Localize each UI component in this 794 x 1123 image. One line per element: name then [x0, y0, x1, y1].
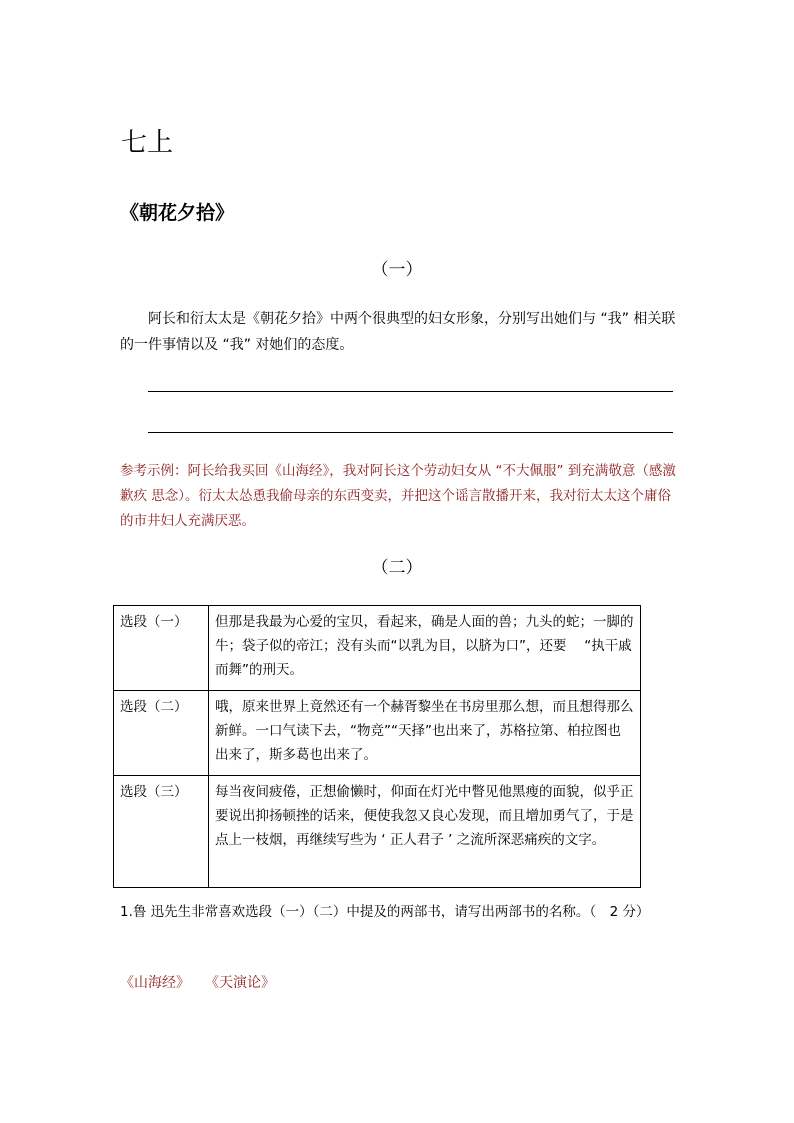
section-1-heading: （一）: [371, 260, 423, 280]
excerpt-label: 选段（二）: [114, 691, 209, 776]
answer-book-2: 《天演论》: [212, 975, 275, 991]
question-1: 1.鲁 迅先生非常喜欢选段（一）（二）中提及的两部书，请写出两部书的名称。（ 2 分）: [120, 904, 650, 920]
table-row: [114, 606, 641, 691]
reference-answer: 参考示例：阿长给我买回《山海经》，我对阿长这个劳动妇女从 “不大佩服” 到充满敬意（感激 歉疚 思念）。衍太太怂恿我偷母亲的东西变卖，并把这个谣言散播开来，我对衍太太这个庸俗的市井妇人充满厌恶。: [120, 463, 676, 529]
section-2-heading: （二）: [371, 558, 423, 578]
answer-book-1: 《山海经》: [120, 975, 190, 991]
excerpts-table: [113, 605, 641, 888]
grade-heading: 七上: [121, 128, 174, 158]
excerpt-text: 每当夜间疲倦，正想偷懒时，仰面在灯光中瞥见他黑瘦的面貌，似乎正要说出抑扬顿挫的话来，便使我忽又良心发现，而且增加勇气了，于是点上一枝烟，再继续写些为 ‘ 正人君子 ’ 之流所深恶痛疾的文字。: [209, 776, 641, 888]
prompt-text: 阿长和衍太太是《朝花夕拾》中两个很典型的妇女形象，分别写出她们与 “我” 相关联的一件事情以及 “我” 对她们的态度。: [120, 311, 676, 353]
excerpt-text: 哦，原来世界上竟然还有一个赫胥黎坐在书房里那么想，而且想得那么新鲜。一口气读下去，“物竞”“天择”也出来了，苏格拉第、柏拉图也出来了，斯多葛也出来了。: [209, 691, 641, 776]
question-1-answers: [120, 971, 275, 995]
answer-blank-line-2: [148, 432, 673, 433]
book-title: 《朝花夕拾》: [120, 202, 235, 224]
table-row: [114, 691, 641, 776]
table-row: [114, 776, 641, 888]
excerpt-text: 但那是我最为心爱的宝贝，看起来，确是人面的兽；九头的蛇；一脚的牛；袋子似的帝江；没有头而“以乳为目，以脐为口”，还要 “执干戚而舞”的刑天。: [209, 606, 641, 691]
excerpt-label: 选段（一）: [114, 606, 209, 691]
excerpt-label: 选段（三）: [114, 776, 209, 888]
answer-blank-line-1: [148, 391, 673, 392]
section-1-prompt: [120, 306, 680, 358]
